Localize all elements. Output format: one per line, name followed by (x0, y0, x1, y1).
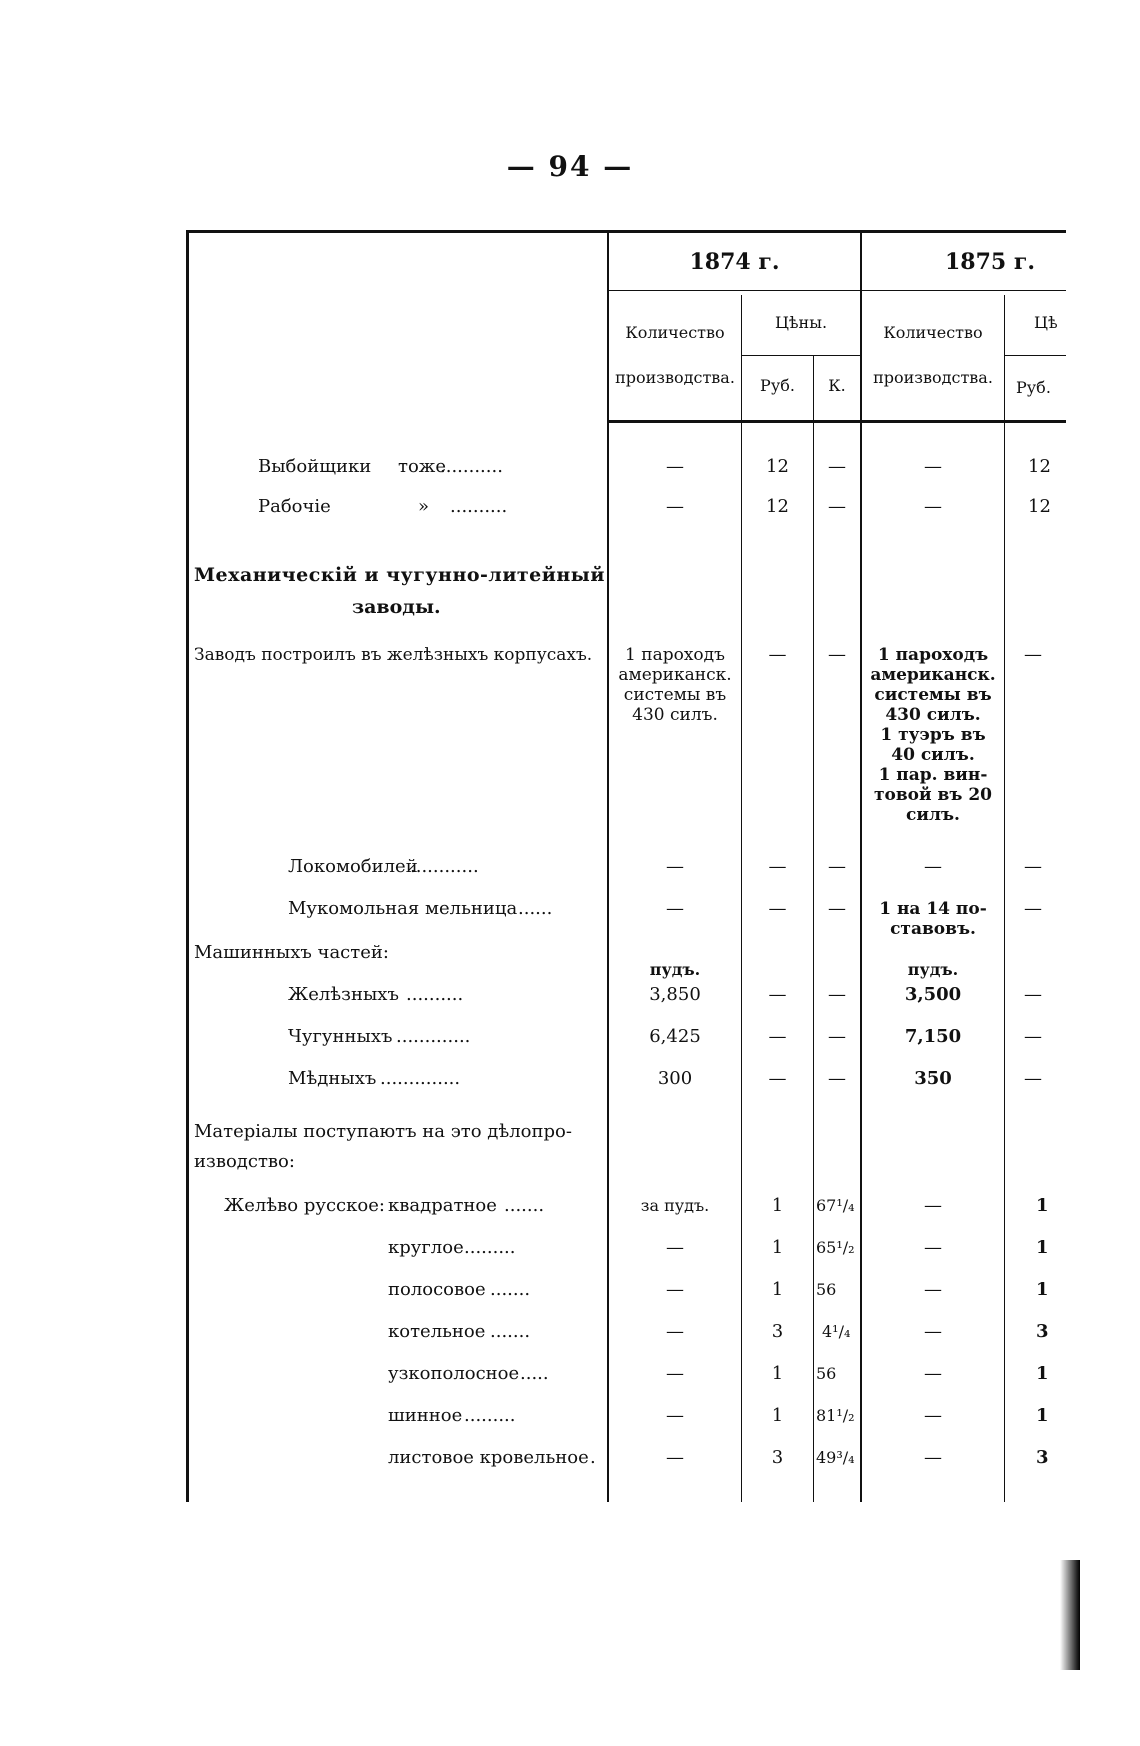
cell-kop1874: 4¹/₄ (822, 1322, 851, 1341)
unit-1874: пудъ. (649, 960, 701, 979)
cell-q1874: — (666, 1405, 684, 1426)
rub-header-1875: Руб. (1016, 378, 1051, 397)
cell-rub1874: — (768, 984, 787, 1005)
cell-q1875: — (924, 1195, 942, 1216)
iron-item-dots: ....... (504, 1195, 545, 1216)
iron-item-dots: ......... (464, 1405, 516, 1426)
row-dots: ............. (396, 1026, 471, 1047)
iron-item-label: круглое (388, 1237, 464, 1258)
q1875-line: 430 силъ. (885, 705, 981, 725)
cell-rub1875: 3 (1036, 1447, 1049, 1468)
cell-kop1874: 67¹/₄ (816, 1196, 855, 1215)
row-dots: .............. (380, 1068, 461, 1089)
cell-rub1874: — (768, 898, 787, 919)
cell-rub1874: 1 (771, 1195, 784, 1216)
row-label-vyboyschiki: Выбойщики (258, 456, 372, 477)
cell-rub1874: 1 (771, 1405, 784, 1426)
cell-rub1874: — (768, 856, 787, 877)
cell-rub1874: 1 (771, 1279, 784, 1300)
cell-rub1874: 3 (771, 1447, 784, 1468)
cell-rub1875: — (1024, 856, 1042, 877)
cell-q1875: — (924, 1363, 942, 1384)
q1874-line: 1 пароходъ (625, 645, 725, 665)
cell-q1875-melnitsa (862, 899, 1004, 939)
cell-q1875: — (924, 496, 942, 517)
prices-row-rule-1874 (742, 355, 860, 356)
cell-q1874: — (666, 1321, 684, 1342)
cell-q1874: — (666, 898, 684, 919)
qty-1875-rule (1004, 295, 1005, 1502)
cell-q1874: — (666, 456, 684, 477)
cell-q1875: — (924, 1447, 942, 1468)
q1875-line: 1 пароходъ (877, 645, 989, 665)
cell-q1875: — (924, 856, 942, 877)
cell-q1875: 7,150 (904, 1026, 962, 1047)
cell-kop1874: — (828, 1026, 846, 1047)
q1875-line: товой въ 20 (874, 785, 992, 805)
cell-q1874: — (666, 1279, 684, 1300)
row-label-mashinnye: Машинныхъ частей: (194, 942, 389, 963)
cell-rub1874: 1 (771, 1237, 784, 1258)
cell-rub1875: 1 (1036, 1405, 1049, 1426)
iron-item-label: шинное (388, 1405, 463, 1426)
q1874-line: американск. (618, 665, 732, 685)
q1875-line: силъ. (906, 805, 960, 825)
cell-kop1874: 65¹/₂ (816, 1238, 855, 1257)
cell-q1874: — (666, 496, 684, 517)
cell-rub1875: 12 (1028, 456, 1051, 477)
prices-row-rule-1875 (1005, 355, 1066, 356)
cell-q1875: — (924, 1279, 942, 1300)
cell-rub1874: — (768, 1068, 787, 1089)
iron-prefix: Желѣво русское: (224, 1195, 385, 1216)
cell-kop1874: — (828, 456, 846, 477)
row-tozhe-rabochie: » (418, 496, 430, 517)
q1875-line: 1 на 14 по- (879, 899, 987, 919)
row-label-lokomobili: Локомобилей (288, 856, 418, 877)
iron-item-dots: . (590, 1447, 596, 1468)
cell-rub1875: 12 (1028, 496, 1051, 517)
cell-q1875: — (924, 1237, 942, 1258)
row-dots: .......... (406, 984, 464, 1005)
row-dots: .......... (450, 496, 508, 517)
prices-header-1874: Цѣны. (774, 313, 828, 332)
q1875-line: американск. (870, 665, 996, 685)
year-row-rule (609, 290, 1066, 291)
row-label-mednye: Мѣдныхъ (288, 1068, 377, 1089)
table-left-rule (186, 230, 189, 1502)
q1875-line: 40 силъ. (891, 745, 975, 765)
year-1875-heading: 1875 г. (945, 249, 1036, 275)
q1874-line: системы въ (623, 685, 727, 705)
cell-q1874: — (666, 1363, 684, 1384)
row-label-melnitsa: Мукомольная мельница (288, 898, 518, 919)
cell-rub1875: 1 (1036, 1363, 1049, 1384)
cell-kop1874: — (828, 898, 846, 919)
cell-rub1875: — (1024, 984, 1042, 1005)
cell-kop1874: — (828, 496, 846, 517)
cell-q1874: — (666, 1447, 684, 1468)
cell-kop1874: — (828, 984, 846, 1005)
unit-1875: пудъ. (907, 960, 959, 979)
cell-rub1874: — (768, 1026, 787, 1047)
cell-rub1875: — (1024, 898, 1042, 919)
cell-kop1874: 56 (816, 1280, 837, 1299)
cell-rub1875: 1 (1036, 1279, 1049, 1300)
iron-item-dots: ..... (520, 1363, 549, 1384)
row-dots: ............ (410, 856, 479, 877)
iron-item-dots: ....... (490, 1279, 531, 1300)
cell-q1875: 3,500 (904, 984, 962, 1005)
iron-item-dots: ....... (490, 1321, 531, 1342)
q1875-line: 1 туэръ въ (880, 725, 986, 745)
row-dots: ........... (440, 456, 503, 477)
q1875-line: системы въ (874, 685, 992, 705)
q1875-line: ставовъ. (890, 919, 976, 939)
cell-rub1874: 3 (771, 1321, 784, 1342)
q1875-line: 1 пар. вин- (878, 765, 988, 785)
cell-rub1874: 12 (766, 456, 789, 477)
cell-rub1875: 1 (1036, 1237, 1049, 1258)
cell-rub1875: 3 (1036, 1321, 1049, 1342)
cell-q1875: — (924, 1321, 942, 1342)
row-dots: ...... (518, 898, 553, 919)
page-number: — 94 — (506, 150, 634, 183)
cell-rub1875: — (1024, 1026, 1042, 1047)
cell-q1874: 6,425 (649, 1026, 701, 1047)
cell-kop1874: 81¹/₂ (816, 1406, 855, 1425)
cell-rub1875: — (1024, 1068, 1042, 1089)
rub-1874-rule (813, 355, 814, 1502)
production-header-1874: производства. (615, 368, 735, 387)
cell-kop1874: 49³/₄ (816, 1448, 855, 1467)
row-label-zavod: Заводъ построилъ въ желѣзныхъ корпусахъ. (194, 645, 593, 665)
prices-header-1875: Цѣ (1034, 313, 1058, 332)
kop-header-1874: К. (828, 376, 846, 395)
cell-q1874: 3,850 (649, 984, 701, 1005)
cell-rub1875: — (1024, 644, 1042, 665)
cell-q1874: — (666, 1237, 684, 1258)
cell-kop1874: — (828, 856, 846, 877)
cell-kop1874: — (828, 1068, 846, 1089)
cell-q1875: — (924, 456, 942, 477)
cell-q1874: — (666, 856, 684, 877)
cell-rub1875: 1 (1036, 1195, 1049, 1216)
production-header-1875: производства. (873, 368, 993, 387)
rub-header-1874: Руб. (760, 376, 795, 395)
cell-q1874: 300 (657, 1068, 693, 1089)
iron-item-label: узкополосное (388, 1363, 520, 1384)
q1874-line: 430 силъ. (632, 705, 718, 725)
year-1874-heading: 1874 г. (689, 249, 780, 275)
row-label-zheleznye: Желѣзныхъ (288, 984, 399, 1005)
cell-q1874-zavod (609, 645, 741, 725)
iron-item-label: квадратное (388, 1195, 497, 1216)
cell-q1874: за пудъ. (640, 1196, 710, 1215)
cell-kop1874: — (828, 644, 846, 665)
cell-q1875: 350 (914, 1068, 952, 1089)
table-top-rule (186, 230, 1066, 233)
quantity-header-1875: Количество (883, 323, 983, 342)
cell-rub1874: 1 (771, 1363, 784, 1384)
header-bottom-rule (609, 420, 1066, 423)
cell-q1875: — (924, 1405, 942, 1426)
row-tozhe-vyboyschiki: тоже (398, 456, 447, 477)
section-title-cont: заводы. (352, 596, 441, 618)
iron-item-label: котельное (388, 1321, 486, 1342)
materials-heading-cont: изводство: (194, 1151, 295, 1172)
cell-q1875-zavod (862, 645, 1004, 825)
row-label-chugunnye: Чугунныхъ (288, 1026, 393, 1047)
cell-kop1874: 56 (816, 1364, 837, 1383)
iron-item-label: полосовое (388, 1279, 486, 1300)
section-title: Механическій и чугунно-литейный (194, 564, 605, 586)
quantity-header-1874: Количество (625, 323, 725, 342)
cell-rub1874: — (768, 644, 787, 665)
page-edge-shadow (1060, 1560, 1080, 1670)
iron-item-dots: ......... (464, 1237, 516, 1258)
materials-heading: Матеріалы поступаютъ на это дѣлопро- (194, 1121, 572, 1142)
iron-item-label: листовое кровельное (388, 1447, 589, 1468)
row-label-rabochie: Рабочіе (258, 496, 331, 517)
cell-rub1874: 12 (766, 496, 789, 517)
